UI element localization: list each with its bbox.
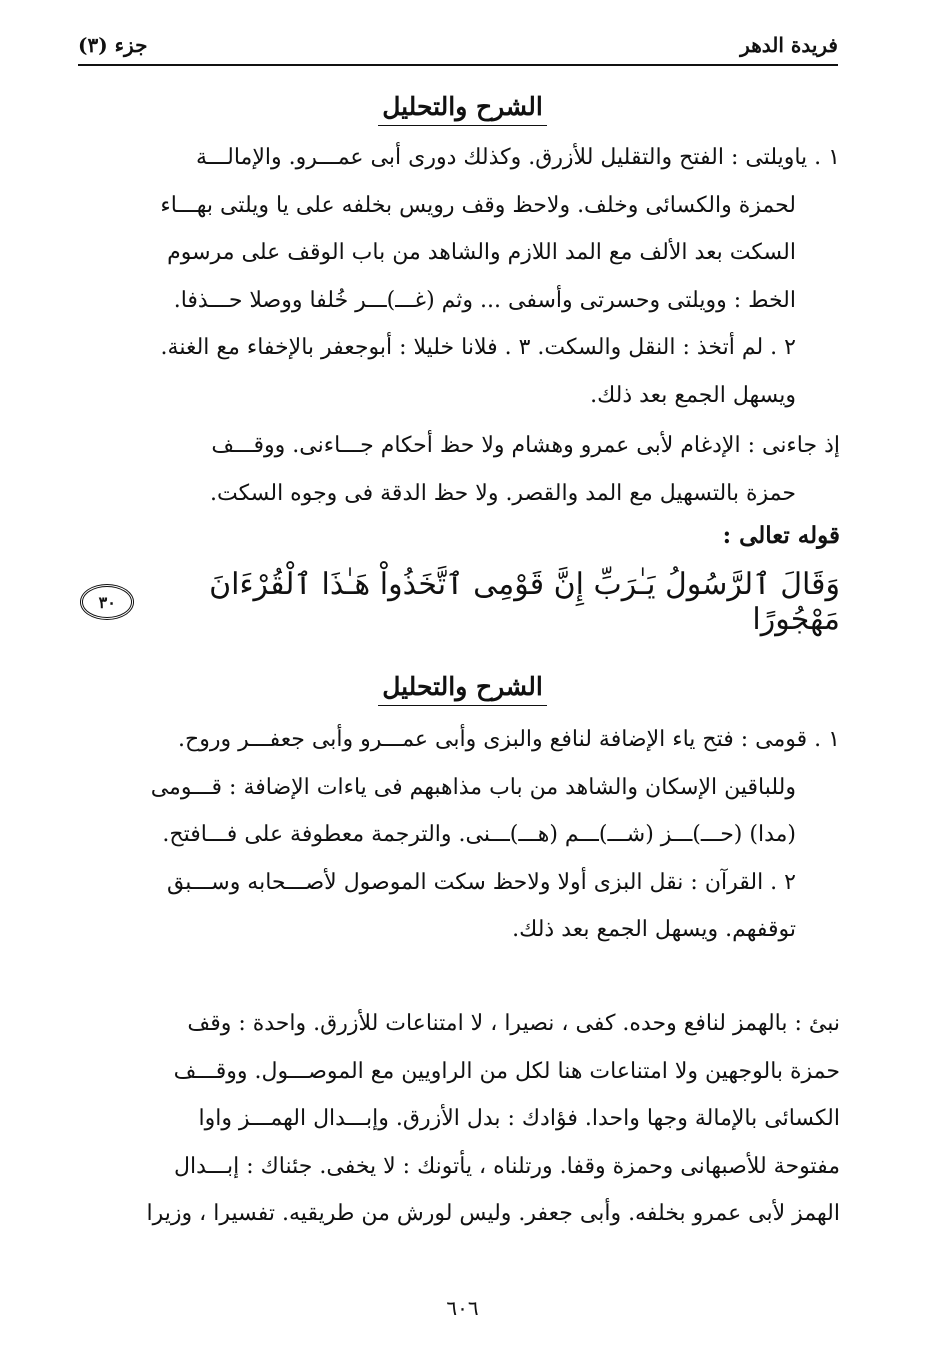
page-number: ٦٠٦ bbox=[446, 1296, 479, 1320]
text-line: ٢ . القرآن : نقل البزى أولا ولاحظ سكت الموصول لأصـــحابه وســـبق bbox=[166, 869, 796, 895]
text-line: الكسائى بالإمالة وجها واحدا. فؤادك : بدل الأزرق. وإبـــدال الهمـــز واوا bbox=[198, 1106, 840, 1131]
running-header bbox=[78, 28, 838, 62]
text-line: حمزة بالوجهين ولا امتناعات هنا لكل من الراويين مع الموصـــول. ووقـــف bbox=[173, 1058, 840, 1084]
text-line: توقفهم. ويسهل الجمع بعد ذلك. bbox=[512, 917, 796, 942]
verse-text: وَقَالَ ٱلرَّسُولُ يَـٰرَبِّ إِنَّ قَوْمِى ٱتَّخَذُواْ هَـٰذَا ٱلْقُرْءَانَ مَهْجُورًا bbox=[209, 567, 840, 637]
commentary-block-1 bbox=[80, 134, 840, 419]
quran-verse bbox=[80, 567, 840, 637]
commentary-block-3 bbox=[80, 716, 840, 954]
text-line: الهمز لأبى عمرو بخلفه. وأبى جعفر. وليس لورش من طريقيه. تفسيرا ، وزيرا bbox=[146, 1201, 840, 1226]
text-line: ١ . ياويلتى : الفتح والتقليل للأزرق. وكذلك دورى أبى عمـــرو. والإمالـــة bbox=[196, 145, 840, 170]
text-line: إذ جاءنى : الإدغام لأبى عمرو وهشام ولا حظ أحكام جـــاءنى. ووقـــف bbox=[211, 433, 840, 458]
text-line: ١ . قومى : فتح ياء الإضافة لنافع والبزى وأبى عمـــرو وأبى جعفـــر وروح. bbox=[178, 727, 840, 752]
qawluh-label: قوله تعالى : bbox=[722, 522, 840, 549]
verse-number: ٣٠ bbox=[80, 584, 134, 620]
text-line: ٢ . لم أتخذ : النقل والسكت. ٣ . فلانا خليلا : أبوجعفر بالإخفاء مع الغنة. bbox=[160, 335, 796, 360]
commentary-block-4 bbox=[80, 1000, 840, 1238]
text-line: السكت بعد الألف مع المد اللازم والشاهد من باب الوقف على مرسوم bbox=[167, 240, 796, 265]
commentary-block-2 bbox=[80, 422, 840, 517]
text-line: لحمزة والكسائى وخلف. ولاحظ وقف رويس بخلفه على يا ويلتى بهـــاء bbox=[160, 192, 796, 218]
text-line: نبئ : بالهمز لنافع وحده. كفى ، نصيرا ، لا امتناعات للأزرق. واحدة : وقف bbox=[187, 1011, 840, 1036]
section-heading-2: الشرح والتحليل bbox=[0, 672, 925, 706]
section-heading-1: الشرح والتحليل bbox=[0, 92, 925, 126]
book-title: فريدة الدهر bbox=[740, 33, 838, 57]
header-rule bbox=[78, 64, 838, 66]
part-number: جزء (٣) bbox=[78, 33, 148, 57]
text-line: مفتوحة للأصبهانى وحمزة وقفا. ورتلناه ، يأتونك : لا يخفى. جئناك : إبـــدال bbox=[174, 1153, 840, 1179]
text-line: ويسهل الجمع بعد ذلك. bbox=[590, 382, 796, 408]
text-line: حمزة بالتسهيل مع المد والقصر. ولا حظ الدقة فى وجوه السكت. bbox=[210, 480, 796, 506]
text-line: الخط : وويلتى وحسرتى وأسفى ... وثم (غـــ)ـــر خُلفا ووصلا حـــذفا. bbox=[173, 287, 796, 313]
text-line: (مدا) (حـــ)ـــز (شـــ)ـــم (هـــ)ـــنى. والترجمة معطوفة على فـــافتح. bbox=[162, 822, 796, 847]
text-line: وللباقين الإسكان والشاهد من باب مذاهبهم فى ياءات الإضافة : قـــومى bbox=[150, 774, 796, 800]
